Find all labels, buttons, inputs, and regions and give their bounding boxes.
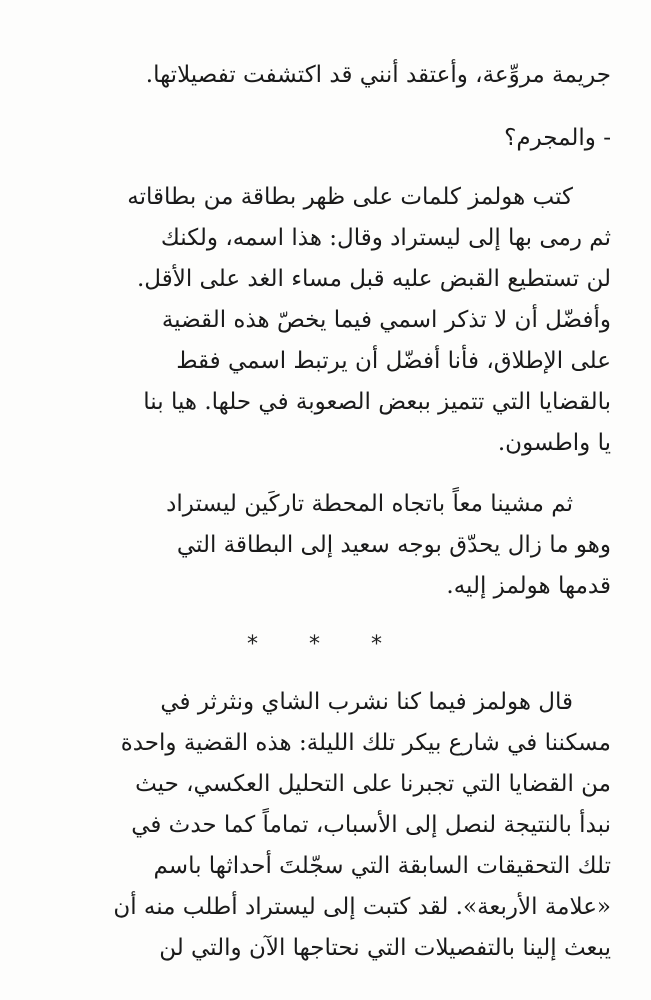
text-line: بالقضايا التي تتميز ببعض الصعوبة في حلها. هيا بنا bbox=[143, 389, 611, 415]
paragraph-1 bbox=[88, 55, 611, 96]
text-line: من القضايا التي تجبرنا على التحليل العكسي، حيث bbox=[135, 771, 611, 797]
paragraph-5 bbox=[88, 682, 611, 969]
text-line: نبدأ بالنتيجة لنصل إلى الأسباب، تماماً كما حدث في bbox=[131, 812, 611, 838]
text-line: - والمجرم؟ bbox=[504, 125, 611, 151]
text-line: جريمة مروِّعة، وأعتقد أنني قد اكتشفت تفصيلاتها. bbox=[145, 62, 611, 88]
text-line: مسكننا في شارع بيكر تلك الليلة: هذه القضية واحدة bbox=[120, 730, 611, 756]
section-separator: * * * bbox=[247, 632, 404, 657]
text-line: وهو ما زال يحدّق بوجه سعيد إلى البطاقة التي bbox=[176, 532, 611, 558]
text-line: ثم مشينا معاً باتجاه المحطة تاركَين ليستراد bbox=[166, 491, 573, 517]
text-line: تلك التحقيقات السابقة التي سجّلتَ أحداثها باسم bbox=[153, 853, 611, 879]
text-line: كتب هولمز كلمات على ظهر بطاقة من بطاقاته bbox=[127, 184, 573, 210]
text-line: قدمها هولمز إليه. bbox=[446, 573, 611, 599]
paragraph-3 bbox=[88, 177, 611, 464]
text-line: وأفضّل أن لا تذكر اسمي فيما يخصّ هذه القضية bbox=[161, 307, 611, 333]
text-line: «علامة الأربعة». لقد كتبت إلى ليستراد أطلب منه أن bbox=[113, 894, 611, 920]
text-line: ثم رمى بها إلى ليستراد وقال: هذا اسمه، ولكنك bbox=[160, 225, 611, 251]
text-line: لن تستطيع القبض عليه قبل مساء الغد على الأقل. bbox=[137, 266, 611, 292]
paragraph-2 bbox=[88, 118, 611, 159]
text-line: قال هولمز فيما كنا نشرب الشاي ونثرثر في bbox=[160, 689, 573, 715]
text-line: يا واطسون. bbox=[497, 430, 611, 456]
text-line: على الإطلاق، فأنا أفضّل أن يرتبط اسمي فقط bbox=[176, 348, 611, 374]
text-line: يبعث إلينا بالتفصيلات التي نحتاجها الآن والتي لن bbox=[159, 935, 611, 961]
paragraph-4 bbox=[88, 484, 611, 607]
